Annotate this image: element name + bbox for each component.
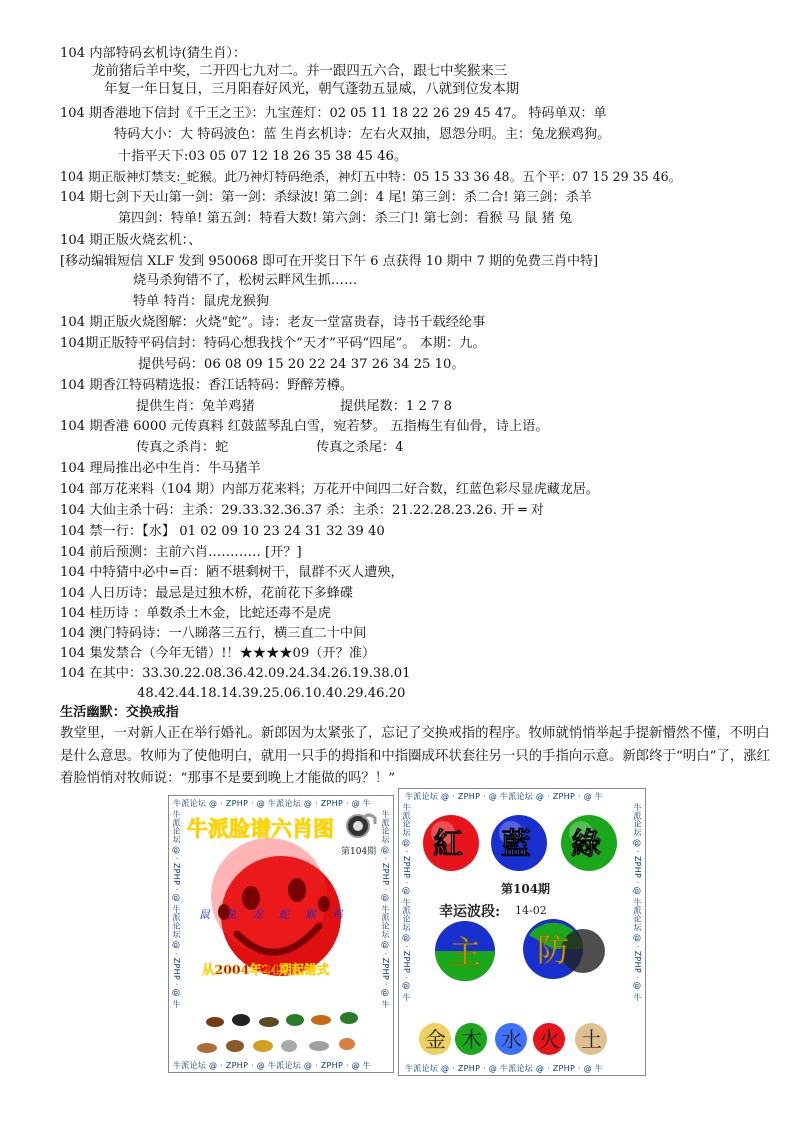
color-green-label: 綠	[571, 827, 601, 862]
zodiac-animals-icon	[197, 1012, 358, 1053]
line-25: 104 前后预测：主前六肖………… [开？]	[60, 545, 302, 560]
line-11-sms-ad: [移动编辑短信 XLF 发到 950068 即可在开奖日下午 6 点获得 10 期中 7 期的免费三肖中特]	[60, 254, 599, 269]
line-18b: 提供尾数：1 2 7 8	[340, 399, 453, 414]
right-image-panel	[398, 788, 646, 1076]
line-13: 特单 特肖：鼠虎龙猴狗	[133, 294, 270, 309]
line-32: 48.42.44.18.14.39.25.06.10.40.29.46.20	[137, 686, 406, 701]
element-wood: 木	[461, 1028, 482, 1052]
left-watermark-right: 牛派论坛 @ · ZPHP · @ 牛派论坛 @ · ZPHP · @ 牛	[381, 810, 390, 1009]
line-20a: 传真之杀肖：蛇	[136, 440, 229, 455]
line-4: 104 期香港地下信封《千王之王》：九宝莲灯：02 05 11 18 22 26 29 45 47。 特码单双：单	[60, 106, 607, 121]
line-8: 104 期七剑下天山第一剑：第一剑：杀绿波! 第二剑：4 尾! 第三剑：杀二合! 第三剑：杀羊	[60, 190, 592, 205]
color-blue-label: 藍	[501, 827, 531, 862]
left-panel-slogan: 从2004年24期起错式	[202, 962, 330, 977]
right-panel-issue: 第104期	[501, 882, 551, 896]
line-20b: 传真之杀尾：4	[316, 440, 404, 455]
left-watermark-top: 牛派论坛 @ · ZPHP · @ 牛派论坛 @ · ZPHP · @ 牛	[173, 799, 372, 808]
line-19: 104 期香港 6000 元传真料 红鼓蓝琴乱白雪，宛若梦。 五指梅生有仙骨，诗上语。	[60, 419, 549, 434]
element-metal: 金	[425, 1028, 446, 1052]
line-10: 104 期正版火烧玄机：、	[60, 233, 202, 248]
left-panel-art	[169, 796, 393, 1072]
color-red-label: 紅	[433, 827, 463, 862]
main-char: 主	[449, 933, 482, 971]
line-17: 104 期香江特码精选报：香江话特码：野醉芳樽。	[60, 378, 354, 393]
left-panel-title: 牛派脸谱六肖图	[187, 816, 334, 841]
left-panel-issue: 第104期	[341, 847, 377, 857]
line-3: 年复一年日复日，三月阳春好风光，朝气蓬勃五显威，八就到位发本期	[104, 82, 520, 97]
line-15: 104期正版特平码信封：特码心想我找个“天才”平码“四尾”。 本期：九。	[60, 336, 486, 351]
line-21: 104 理局推出必中生肖：牛马猪羊	[60, 461, 261, 476]
line-22: 104 部万花来料（104 期）内部万花来料；万花开中间四二好合数，红蓝色彩尽显虎藏龙居。	[60, 482, 599, 497]
line-2: 龙前猪后羊中奖，二开四七九对二。并一跟四五六合，跟七中奖猴来三	[92, 64, 508, 79]
line-1: 104 内部特码玄机诗(猜生肖）：	[60, 46, 247, 61]
left-watermark-bottom: 牛派论坛 @ · ZPHP · @ 牛派论坛 @ · ZPHP · @ 牛	[173, 1061, 372, 1070]
left-watermark-left: 牛派论坛 @ · ZPHP · @ 牛派论坛 @ · ZPHP · @ 牛	[172, 810, 181, 1009]
padlock-icon	[347, 815, 375, 837]
line-12: 烧马杀狗错不了，松树云畔风生抓……	[133, 273, 358, 288]
right-watermark-left: 牛派论坛 @ · ZPHP · @ 牛派论坛 @ · ZPHP · @ 牛	[402, 803, 411, 1002]
line-7: 104 期正版神灯禁支:_蛇猴。此乃神灯特码绝杀，神灯五中特：05 15 33 36 48。五个平：07 15 29 35 46。	[60, 169, 682, 184]
element-water: 水	[501, 1028, 522, 1052]
line-29: 104 澳门特码诗：一八睇落三五行，横三直二十中间	[60, 626, 367, 641]
wave-label: 幸运波段:	[439, 904, 501, 920]
line-16: 提供号码：06 08 09 15 20 22 24 37 26 34 25 10。	[138, 357, 465, 372]
line-26: 104 中特猜中必中=百：陋不堪剩树干，鼠群不灭人遭殃，	[60, 565, 404, 580]
right-watermark-top: 牛派论坛 @ · ZPHP · @ 牛派论坛 @ · ZPHP · @ 牛	[405, 792, 604, 801]
line-30: 104 集发禁合（今年无错）!！★★★★09（开？准）	[60, 646, 376, 661]
humor-paragraph: 教堂里，一对新人正在举行婚礼。新郎因为太紧张了，忘记了交换戒指的程序。牧师就悄悄举起手提新懵然不懂，不明白是什么意思。牧师为了使他明白，就用一只手的拇指和中指圈成环状套往另一只的手指向示意。新郎终于“明白”了，涨红着脸悄悄对牧师说：“那事不是要到晚上才能做的吗？！”	[60, 726, 770, 786]
line-23: 104 大仙主杀十码：主杀：29.33.32.36.37 杀：主杀：21.22.28.23.26. 开 ═ 对	[60, 503, 544, 518]
left-image-panel	[168, 795, 394, 1073]
line-27: 104 人日历诗：最忌是过独木桥，花前花下多蜂碟	[60, 586, 354, 601]
element-fire: 火	[539, 1028, 560, 1052]
line-18a: 提供生肖：兔羊鸡猪	[136, 399, 255, 414]
line-5: 特码大小：大 特码波色：蓝 生肖玄机诗：左右火双抽，恩怨分明。主：兔龙猴鸡狗。	[114, 127, 611, 142]
guard-char: 防	[537, 931, 570, 969]
right-watermark-right: 牛派论坛 @ · ZPHP · @ 牛派论坛 @ · ZPHP · @ 牛	[633, 803, 642, 1002]
right-watermark-bottom: 牛派论坛 @ · ZPHP · @ 牛派论坛 @ · ZPHP · @ 牛	[405, 1064, 604, 1073]
element-earth: 土	[581, 1028, 602, 1052]
line-9: 第四剑：特单! 第五剑：特看大数! 第六剑：杀三门! 第七剑：看猴 马 鼠 猪 兔	[118, 211, 573, 226]
wave-value: 14-02	[515, 904, 547, 917]
left-panel-zodiac-row: 鼠 兔 龙 蛇 猴 鸡	[199, 908, 349, 921]
line-24: 104 禁一行：【水】 01 02 09 10 23 24 31 32 39 40	[60, 524, 385, 539]
right-panel-art	[399, 789, 645, 1075]
line-6: 十指平天下:03 05 07 12 18 26 35 38 45 46。	[118, 149, 408, 164]
red-face-icon	[211, 838, 341, 976]
line-31: 104 在其中：33.30.22.08.36.42.09.24.34.26.19.38.01	[60, 666, 411, 681]
line-28: 104 桂历诗 ：单数杀土木金，比蛇还毒不是虎	[60, 606, 331, 621]
line-14: 104 期正版火烧图解：火烧“蛇”。诗：老友一堂富贵春，诗书千载经纶事	[60, 315, 486, 330]
humor-heading: 生活幽默：交换戒指	[60, 705, 179, 720]
